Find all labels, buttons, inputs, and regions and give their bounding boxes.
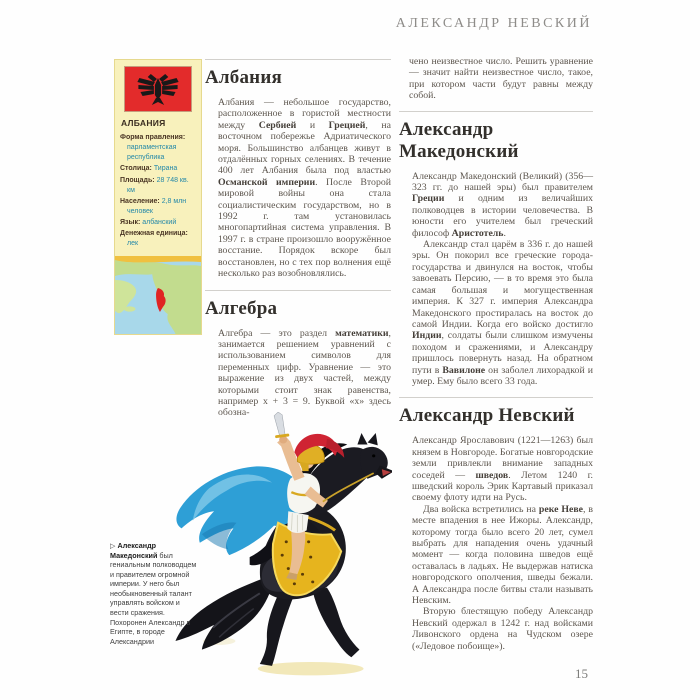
article-heading-algebra: Алгебра [205,297,278,319]
illustration-caption: ▷ Александр Македонский был гениальным полководцем и правителем огромной империи. У него был необыкновенный талант управлять войском и вести сражения. Похоронен Александр в Египте, в городе Александрии [110,541,197,646]
albania-infobox [114,59,202,335]
article-heading-albania: Албания [205,67,282,88]
article-paragraph: Албания — небольшое государство, расположенное в гористой местности между Сербией и Грецией, на восточном побережье Адриатического моря. Большинство албанцев живут в отдалённых горных селениях. В течение 400 лет Албания была под властью Османской империи. После Второй мировой войны она стала социалистическим государством, но в 1992 г. там установилась многопартийная система управления. В 1997 г. в стране произошло вооружённое восстание. Порядок вскоре был восстановлен, но с тех пор волнения ещё несколько раз возобновлялись. [218,97,391,280]
article-algebra [205,298,391,419]
infobox-field: Форма правления: парламентская республика [120,134,186,162]
section-divider [205,59,391,60]
article-heading-makedonsky: Александр Македонский [399,118,519,162]
section-divider [399,111,593,112]
article-paragraph: Два войска встретились на реке Неве, в месте впадения в нее Ижоры. Александр, которому тогда было всего 20 лет, сумел выбрать для нападения очень удачный момент — когда половина шведов ещё оставалась в ладьях. Не выдержав натиска новгородского ополчения, шведы бежали. А Александра после битвы стали называть Невским. [412,503,593,607]
section-divider [399,397,593,398]
article-paragraph: Вторую блестящую победу Александр Невский одержал в 1242 г. над войсками Ливонского ордена на Чудском озере («Ледовое побоище»). [412,606,593,652]
article-paragraph-continuation: чено неизвестное число. Решить уравнение — значит найти неизвестное число, такое, при котором части будут равны между собой. [409,56,593,102]
article-heading-nevsky: Александр Невский [399,405,575,427]
article-albania [205,67,391,280]
infobox-field: Население: 2,8 млн человек [120,197,187,215]
albania-flag-icon [125,67,191,111]
infobox-title: АЛБАНИЯ [121,118,166,128]
article-alexander-nevsky [399,405,593,652]
albania-map-icon [115,256,201,334]
article-paragraph: Александр Ярославович (1221—1263) был князем в Новгороде. Богатые новгородские земли привлекли внимание западных соседей — шведов. Летом 1240 г. шведский король Эрик Картавый приказал своему флоту идти на Русь. [412,435,593,504]
article-alexander-makedonsky [399,119,593,388]
infobox-field: Денежная единица: лек [120,230,188,248]
infobox-field: Язык: албанский [120,219,177,227]
section-divider [205,290,391,291]
page-number: 15 [575,666,588,681]
middle-column [205,59,391,429]
article-paragraph: Алгебра — это раздел математики, занимается решением уравнений с использованием символов для переменных цифр. Уравнение — это выражение из двух частей, между которыми стоит знак равенства, например х + 3 = 9. Буквой «х» здесь обозна- [218,327,391,419]
infobox-field: Столица: Тирана [120,165,178,173]
right-column [399,56,593,662]
article-paragraph: Александр Македонский (Великий) (356—323 гг. до нашей эры) был правителем Греции и одним из величайших полководцев в истории человечества. В юности его учителем был греческий философ Аристотель. [412,170,593,239]
article-paragraph: Александр стал царём в 336 г. до нашей эры. Он покорил все греческие города-государства и двинулся на восток, чтобы завоевать Персию, — в то время это была самая большая и могущественная империя. К 327 г. империя Александра Македонского простиралась на восток до самой Индии. Когда его войско достигло Индии, солдаты были слишком измучены походом и сражениями, и Александру пришлось повернуть назад. На обратном пути в Вавилоне он заболел лихорадкой и умер. Ему было всего 33 года. [412,239,593,387]
running-header: АЛЕКСАНДР НЕВСКИЙ [395,16,592,31]
infobox-field: Площадь: 28 748 кв. км [120,176,189,194]
